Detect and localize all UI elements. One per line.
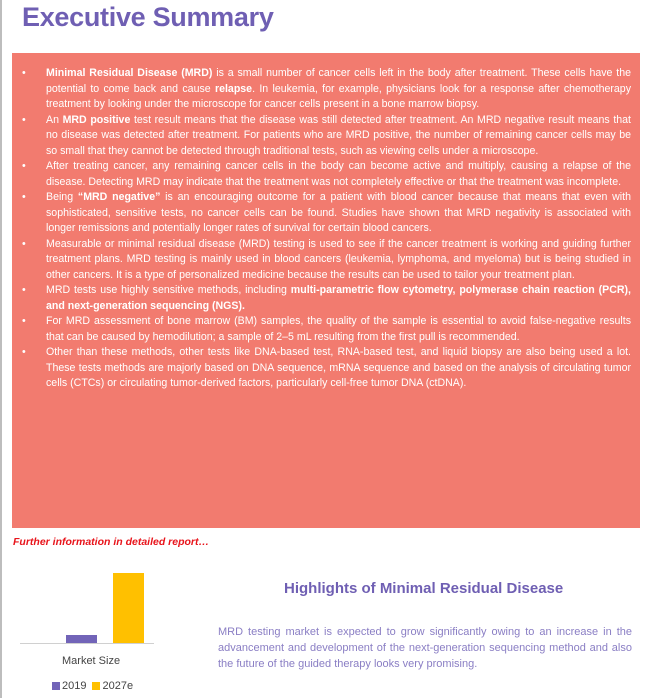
bullet-icon: • <box>22 67 26 79</box>
further-information-link[interactable]: Further information in detailed report… <box>13 536 210 548</box>
summary-bullet <box>22 283 631 314</box>
bold-text: multi-parametric flow cytometry, polymerase chain reaction (PCR), and next-generation sequencing (NGS). <box>46 284 631 312</box>
bold-text: relapse <box>214 82 253 95</box>
summary-bullet <box>22 345 631 392</box>
bullet-icon: • <box>22 237 26 250</box>
text: is a small number of cancer cells left in the body after treatment. These cells have the potential to come back and cause <box>46 67 632 95</box>
text: . In leukemia, for example, physicians look for a response after chemotherapy treatment by looking under the microscope for cancer cells present in a bone marrow biopsy. <box>46 82 631 110</box>
text: Being <box>46 191 78 203</box>
bar-2027e <box>113 573 144 643</box>
legend-swatch-icon <box>52 682 60 690</box>
x-axis <box>20 643 154 644</box>
bullet-icon: • <box>22 315 26 327</box>
bold-text: MRD positive <box>62 113 131 126</box>
bullet-icon: • <box>22 191 26 203</box>
bullet-icon: • <box>22 346 26 358</box>
legend-item <box>92 680 133 692</box>
page-title: Executive Summary <box>22 2 274 32</box>
text: Measurable or minimal residual disease (MRD) testing is used to see if the cancer treatment is working and guiding further treatment plans. MRD testing is mainly used in blood cancers (leukemia, lymphoma, and myeloma) but is being studied in other cancers. It is a type of personalized medicine because the results can be used to tailor your treatment plan. <box>46 237 631 281</box>
legend-label: 2019 <box>62 680 87 692</box>
x-axis-label: Market Size <box>62 655 121 667</box>
chart-legend <box>52 680 133 692</box>
summary-bullet <box>22 237 631 284</box>
summary-list <box>12 53 640 392</box>
bold-text: Minimal Residual Disease (MRD) <box>46 67 213 79</box>
text: For MRD assessment of bone marrow (BM) samples, the quality of the sample is essential to avoid false-negative results that can be caused by hemodilution; a sample of 2–5 mL resulting from the first pull is recommended. <box>46 315 631 343</box>
bold-text: “MRD negative” <box>77 191 161 203</box>
summary-bullet <box>22 190 631 237</box>
summary-box <box>12 53 640 528</box>
summary-bullet <box>22 314 631 345</box>
summary-bullet <box>22 159 631 190</box>
text: After treating cancer, any remaining cancer cells in the body can become active and multiply, causing a relapse of the disease. Detecting MRD may indicate that the treatment was not completely effective or that the treatment was incomplete. <box>46 160 631 188</box>
text: MRD tests use highly sensitive methods, including <box>46 284 291 296</box>
legend-item <box>52 680 86 692</box>
highlights-title: Highlights of Minimal Residual Disease <box>284 580 564 597</box>
bullet-icon: • <box>22 113 26 126</box>
bar-2019 <box>66 635 97 643</box>
legend-label: 2027e <box>102 680 134 692</box>
text: is an encouraging outcome for a patient with blood cancer because that means that even with sophisticated, sensitive tests, no cancer cells can be found. Studies have shown that MRD negativity is associated with longer remissions and potentially longer rates of survival for certain blood cancers. <box>46 191 631 234</box>
bullet-icon: • <box>22 284 26 296</box>
bullet-icon: • <box>22 160 26 172</box>
summary-bullet <box>22 66 631 113</box>
legend-swatch-icon <box>92 682 100 690</box>
summary-bullet <box>22 113 631 160</box>
highlights-text: MRD testing market is expected to grow significantly owing to an increase in the advancement and development of the next-generation sequencing method and also the future of the guided therapy looks very promising. <box>218 626 632 670</box>
text: test result means that the disease was still detected after treatment. An MRD negative result means that no disease was detected after treatment. For patients who are MRD positive, the number of remaining cancer cells may be so small that they cannot be detected through traditional tests, such as viewing cells under a microscope. <box>46 113 632 157</box>
text: An <box>46 113 63 126</box>
market-size-chart <box>0 555 200 698</box>
text: Other than these methods, other tests like DNA-based test, RNA-based test, and liquid biopsy are also being used a lot. These tests methods are majorly based on DNA sequence, mRNA sequence and based on the analysis of circulating tumor cells (CTCs) or circulating tumor-derived factors, particularly cell-free tumor DNA (ctDNA). <box>46 346 631 389</box>
